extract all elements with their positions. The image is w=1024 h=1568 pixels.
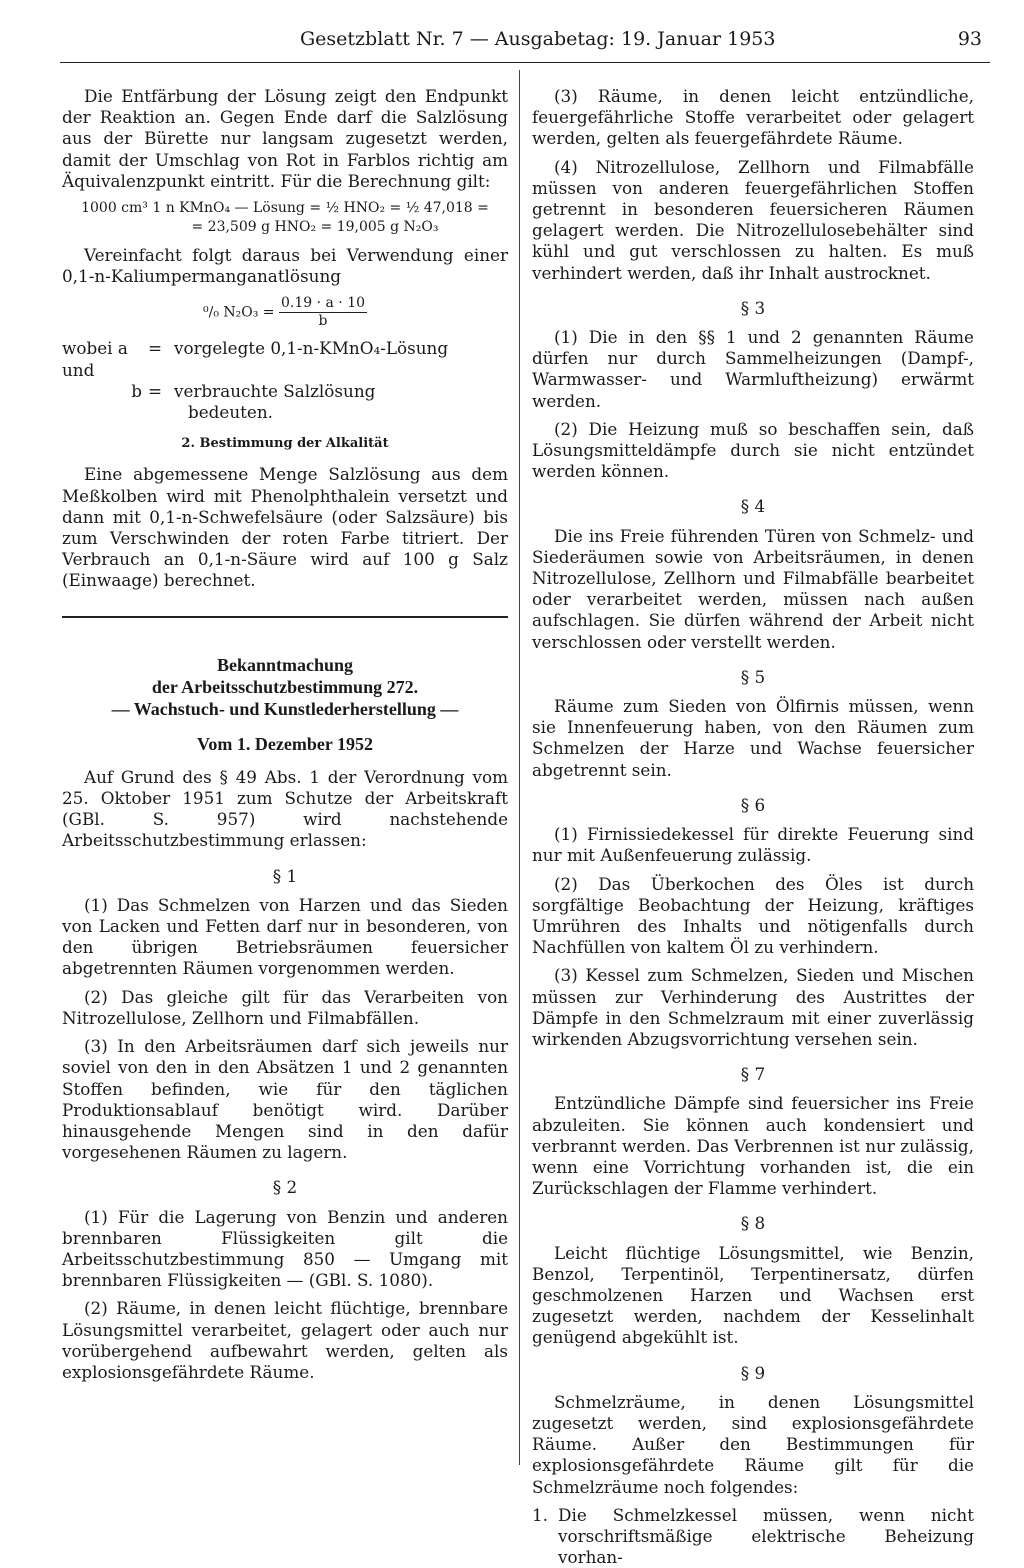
- section-6-paragraph-1: (1) Firnissiedekessel für direkte Feuerung sind nur mit Außenfeuerung zulässig.: [532, 824, 974, 866]
- intro-paragraph: Die Entfärbung der Lösung zeigt den Endpunkt der Reaktion an. Gegen Ende darf die Salzlösung aus der Bürette nur langsam zugesetzt werden, damit der Umschlag von Rot in Farblos richtig am Äquivalenzpunkt eintritt. Für die Berechnung gilt:: [62, 86, 508, 191]
- section-6-heading: § 6: [740, 794, 766, 815]
- section-6-paragraph-3: (3) Kessel zum Schmelzen, Sieden und Mischen müssen zur Verhinderung des Austrittes der Dämpfe in den Schmelzraum mit einer zuverlässig wirkenden Abzugsvorrichtung versehen sein.: [532, 965, 974, 1049]
- formula-block: [62, 199, 508, 237]
- section-4-heading: § 4: [740, 496, 766, 517]
- section-8-paragraph: Leicht flüchtige Lösungsmittel, wie Benzin, Benzol, Terpentinöl, Terpentinersatz, dürfen geschmolzenen Harzen und Wachsen erst zugesetzt werden, nachdem der Kesselinhalt genügend abgekühlt ist.: [532, 1242, 974, 1348]
- section-1-paragraph-1: (1) Das Schmelzen von Harzen und das Sieden von Lacken und Fetten darf nur in besonderen, von den übrigen Betriebsräumen feuersicher abgetrennten Räumen vorgenommen werden.: [62, 894, 508, 979]
- page-number: 93: [957, 28, 982, 50]
- definitions: [62, 338, 508, 423]
- section-divider: [62, 616, 508, 618]
- notice-title-line-2: der Arbeitsschutzbestimmung 272.: [151, 676, 419, 697]
- section-7-heading: § 7: [740, 1064, 766, 1085]
- section-1-heading: § 1: [272, 865, 298, 886]
- simplified-paragraph: Vereinfacht folgt daraus bei Verwendung einer 0,1-n-Kaliumpermanganatlösung: [62, 245, 508, 287]
- percent-fraction: [279, 295, 367, 330]
- section-7-paragraph: Entzündliche Dämpfe sind feuersicher ins Freie abzuleiten. Sie können auch kondensiert und verbrannt werden. Das Verbrennen ist nur zulässig, wenn eine Vorrichtung vorhanden ist, die ein Zurückschlagen der Flamme verhindert.: [532, 1093, 974, 1199]
- section-4-paragraph: Die ins Freie führenden Türen von Schmelz- und Siederäumen sowie von Arbeitsräumen, in denen Nitrozellulose, Zellhorn und Filmabfälle bearbeitet oder verarbeitet werden, müssen nach außen aufschlagen. Sie dürfen während der Arbeit nicht verschlossen oder verstellt werden.: [532, 525, 974, 652]
- section-3-paragraph-1: (1) Die in den §§ 1 und 2 genannten Räume dürfen nur durch Sammelheizungen (Dampf-, Warmwasser- und Warmluftheizung) erwärmt werden.: [532, 327, 974, 411]
- percent-formula: [62, 295, 508, 330]
- notice-title: [62, 654, 508, 720]
- section-2-paragraph-3: (3) Räume, in denen leicht entzündliche, feuergefährliche Stoffe verarbeitet oder gelagert werden, gelten als feuergefährdete Räume.: [532, 86, 974, 149]
- list-item: [532, 1505, 974, 1568]
- definition-key-a: wobei a: [62, 338, 128, 359]
- section-2-paragraph-4: (4) Nitrozellulose, Zellhorn und Filmabfälle müssen von anderen feuergefährlichen Stoffen getrennt in besonderen feuersicheren Räumen gelagert werden. Die Nitrozellulosebehälter sind kühl und gut verschlossen zu halten. Es muß verhindert werden, daß ihr Inhalt austrocknet.: [532, 156, 974, 283]
- notice-title-line-3: — Wachstuch- und Kunstlederherstellung —: [111, 698, 459, 719]
- percent-formula-lhs: ⁰/₀ N₂O₃ =: [202, 304, 275, 321]
- fraction-numerator: 0.19 · a · 10: [280, 295, 366, 312]
- column-divider: [519, 70, 520, 1465]
- definition-b: [62, 381, 508, 402]
- formula-line-2: = 23,509 g HNO₂ = 19,005 g N₂O₃: [191, 219, 439, 236]
- section-3-heading: § 3: [740, 297, 766, 318]
- definition-and-text: und: [62, 359, 95, 380]
- left-column: [62, 86, 508, 1390]
- section-1-paragraph-3: (3) In den Arbeitsräumen darf sich jeweils nur soviel von den in den Absätzen 1 und 2 genannten Stoffen befinden, wie für den täglichen Produktionsablauf benötigt wird. Darüber hinausgehende Mengen sind in den dafür vorgesehenen Räumen zu lagern.: [62, 1036, 508, 1163]
- section-2-paragraph-2: (2) Räume, in denen leicht flüchtige, brennbare Lösungsmittel verarbeitet, gelagert oder auch nur vorübergehend aufbewahrt werden, gelten als explosionsgefährdete Räume.: [62, 1298, 508, 1382]
- definition-equals: =: [148, 380, 163, 401]
- section-2-paragraph-1: (1) Für die Lagerung von Benzin und anderen brennbaren Flüssigkeiten gilt die Arbeitsschutzbestimmung 850 — Umgang mit brennbaren Flüssigkeiten — (GBl. S. 1080).: [62, 1206, 508, 1291]
- page-header: [60, 22, 990, 63]
- section-5-paragraph: Räume zum Sieden von Ölfirnis müssen, wenn sie Innenfeuerung haben, von den Räumen zum Schmelzen der Harze und Wachse feuersicher abgetrennt sein.: [532, 696, 974, 780]
- section-5-heading: § 5: [740, 666, 766, 687]
- right-column: [532, 86, 974, 1568]
- section-8-heading: § 8: [740, 1213, 766, 1234]
- fraction-denominator: b: [318, 313, 328, 330]
- definition-end: [62, 402, 508, 423]
- section-9-heading: § 9: [740, 1362, 766, 1383]
- preamble-paragraph: Auf Grund des § 49 Abs. 1 der Verordnung vom 25. Oktober 1951 zum Schutze der Arbeitskraft (GBl. S. 957) wird nachstehende Arbeitsschutzbestimmung erlassen:: [62, 766, 508, 851]
- header-title: Gesetzblatt Nr. 7 — Ausgabetag: 19. Januar 1953: [300, 28, 776, 50]
- definition-value-a: vorgelegte 0,1-n-KMnO₄-Lösung: [174, 338, 449, 359]
- section-3-paragraph-2: (2) Die Heizung muß so beschaffen sein, daß Lösungsmitteldämpfe durch sie nicht entzündet werden können.: [532, 418, 974, 482]
- section-9-paragraph: Schmelzräume, in denen Lösungsmittel zugesetzt werden, sind explosionsgefährdete Räume. Außer den Bestimmungen für explosionsgefährdete Räume gilt für die Schmelzräume noch folgendes:: [532, 1391, 974, 1497]
- definition-equals: =: [148, 338, 163, 359]
- definition-a: [62, 338, 508, 359]
- definition-value-b: verbrauchte Salzlösung: [174, 380, 376, 401]
- section-1-paragraph-2: (2) Das gleiche gilt für das Verarbeiten von Nitrozellulose, Zellhorn und Filmabfällen.: [62, 986, 508, 1028]
- definition-end-text: bedeuten.: [188, 402, 273, 423]
- formula-line-1: 1000 cm³ 1 n KMnO₄ — Lösung = ½ HNO₂ = ½ 47,018 =: [81, 200, 489, 217]
- section-6-paragraph-2: (2) Das Überkochen des Öles ist durch sorgfältige Beobachtung der Heizung, kräftiges Umrühren des Inhalts und nötigenfalls durch Nachfüllen von kaltem Öl zu verhindern.: [532, 873, 974, 958]
- alkalinity-paragraph: Eine abgemessene Menge Salzlösung aus dem Meßkolben wird mit Phenolphthalein versetzt und dann mit 0,1-n-Schwefelsäure (oder Salzsäure) bis zum Verschwinden der roten Farbe titriert. Der Verbrauch an 0,1-n-Säure wird auf 100 g Salz (Einwaage) berechnet.: [62, 464, 508, 591]
- list-item-number: 1.: [532, 1504, 549, 1525]
- section-2-heading: § 2: [272, 1177, 298, 1198]
- list-item-text: Die Schmelzkessel müssen, wenn nicht vorschriftsmäßige elektrische Beheizung vorhan-: [558, 1504, 974, 1568]
- notice-title-line-1: Bekanntmachung: [216, 654, 354, 675]
- definition-key-b: b: [131, 380, 142, 401]
- definition-and: [62, 360, 508, 381]
- alkalinity-heading: 2. Bestimmung der Alkalität: [181, 436, 389, 452]
- notice-date: Vom 1. Dezember 1952: [197, 733, 373, 754]
